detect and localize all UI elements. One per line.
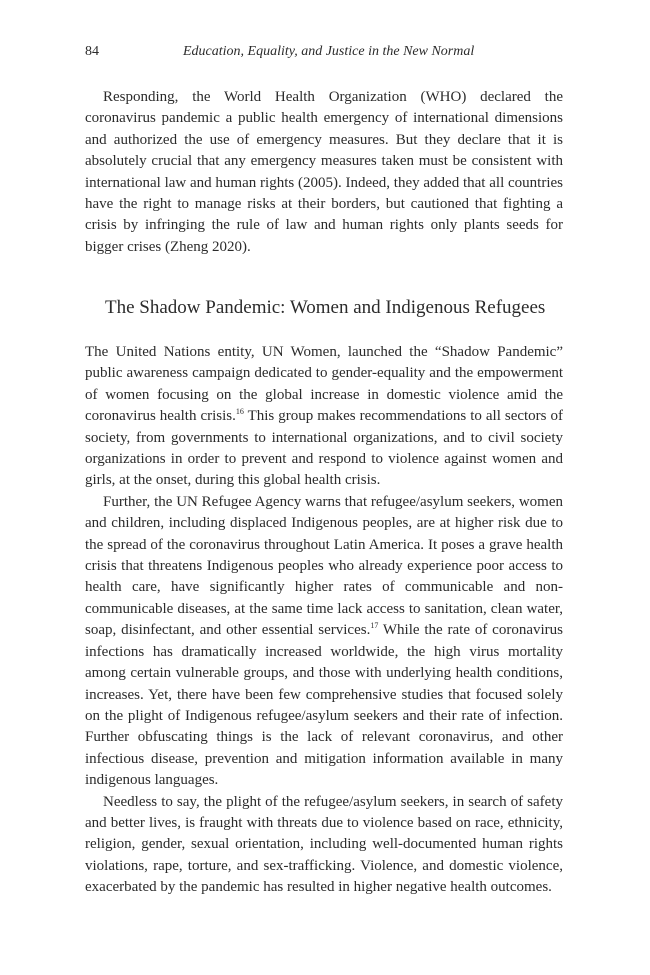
section-body <box>85 342 563 899</box>
paragraph-text: Further, the UN Refugee Agency warns that refugee/asylum seekers, women and children, including displaced Indigenous peoples, are at higher risk due to the spread of the coronavirus throughout Latin America. It poses a grave health crisis that threatens Indigenous peoples who already experience poor access to health care, have significantly higher rates of communicable and non-communicable diseases, at the same time lack access to sanitation, clean water, soap, disinfectant, and other essential services. <box>85 493 563 639</box>
section-paragraph-3: Needless to say, the plight of the refugee/asylum seekers, in search of safety and better lives, is fraught with threats due to violence based on race, ethnicity, religion, gender, sexual orientation, including well-documented human rights violations, rape, torture, and sex-trafficking. Violence, and domestic violence, exacerbated by the pandemic has resulted in higher negative health outcomes. <box>85 793 563 896</box>
section-paragraph-2 <box>85 492 563 792</box>
running-head <box>85 44 563 64</box>
section-paragraph-1 <box>85 342 563 492</box>
paragraph-text: While the rate of coronavirus infections has dramatically increased worldwide, the high virus mortality among certain vulnerable groups, and those with underlying health conditions, increases. Yet, there have been few comprehensive studies that focused solely on the plight of Indigenous refugee/asylum seekers and their rate of infection. Further obfuscating things is the lack of relevant coronavirus, and other infectious disease, prevention and mitigation information available in many indigenous languages. <box>85 622 563 789</box>
footnote-ref-17: 17 <box>370 621 379 631</box>
page-number: 84 <box>85 44 99 59</box>
footnote-ref-16: 16 <box>235 407 244 417</box>
running-title: Education, Equality, and Justice in the New Normal <box>183 44 475 59</box>
intro-paragraph: Responding, the World Health Organization (WHO) declared the coronavirus pandemic a public health emergency of international dimensions and authorized the use of emergency measures. But they declare that it is absolutely crucial that any emergency measures taken must be consistent with international law and human rights (2005). Indeed, they added that all countries have the right to manage risks at their borders, but cautioned that fighting a crisis by infringing the rule of law and human rights only plants seeds for bigger crises (Zheng 2020). <box>85 89 563 255</box>
section-heading: The Shadow Pandemic: Women and Indigenous Refugees <box>105 297 546 318</box>
paragraph-text: The United Nations entity, UN Women, launched the “Shadow Pandemic” public awareness campaign dedicated to gender-equality and the empowerment of women focusing on the global increase in domestic violence amid the coronavirus health crisis. <box>85 344 563 425</box>
paragraph-text: This group makes recommendations to all sectors of society, from governments to international organizations, and to civil society organizations in order to prevent and respond to violence against women and girls, at the onset, during this global health crisis. <box>85 408 564 489</box>
